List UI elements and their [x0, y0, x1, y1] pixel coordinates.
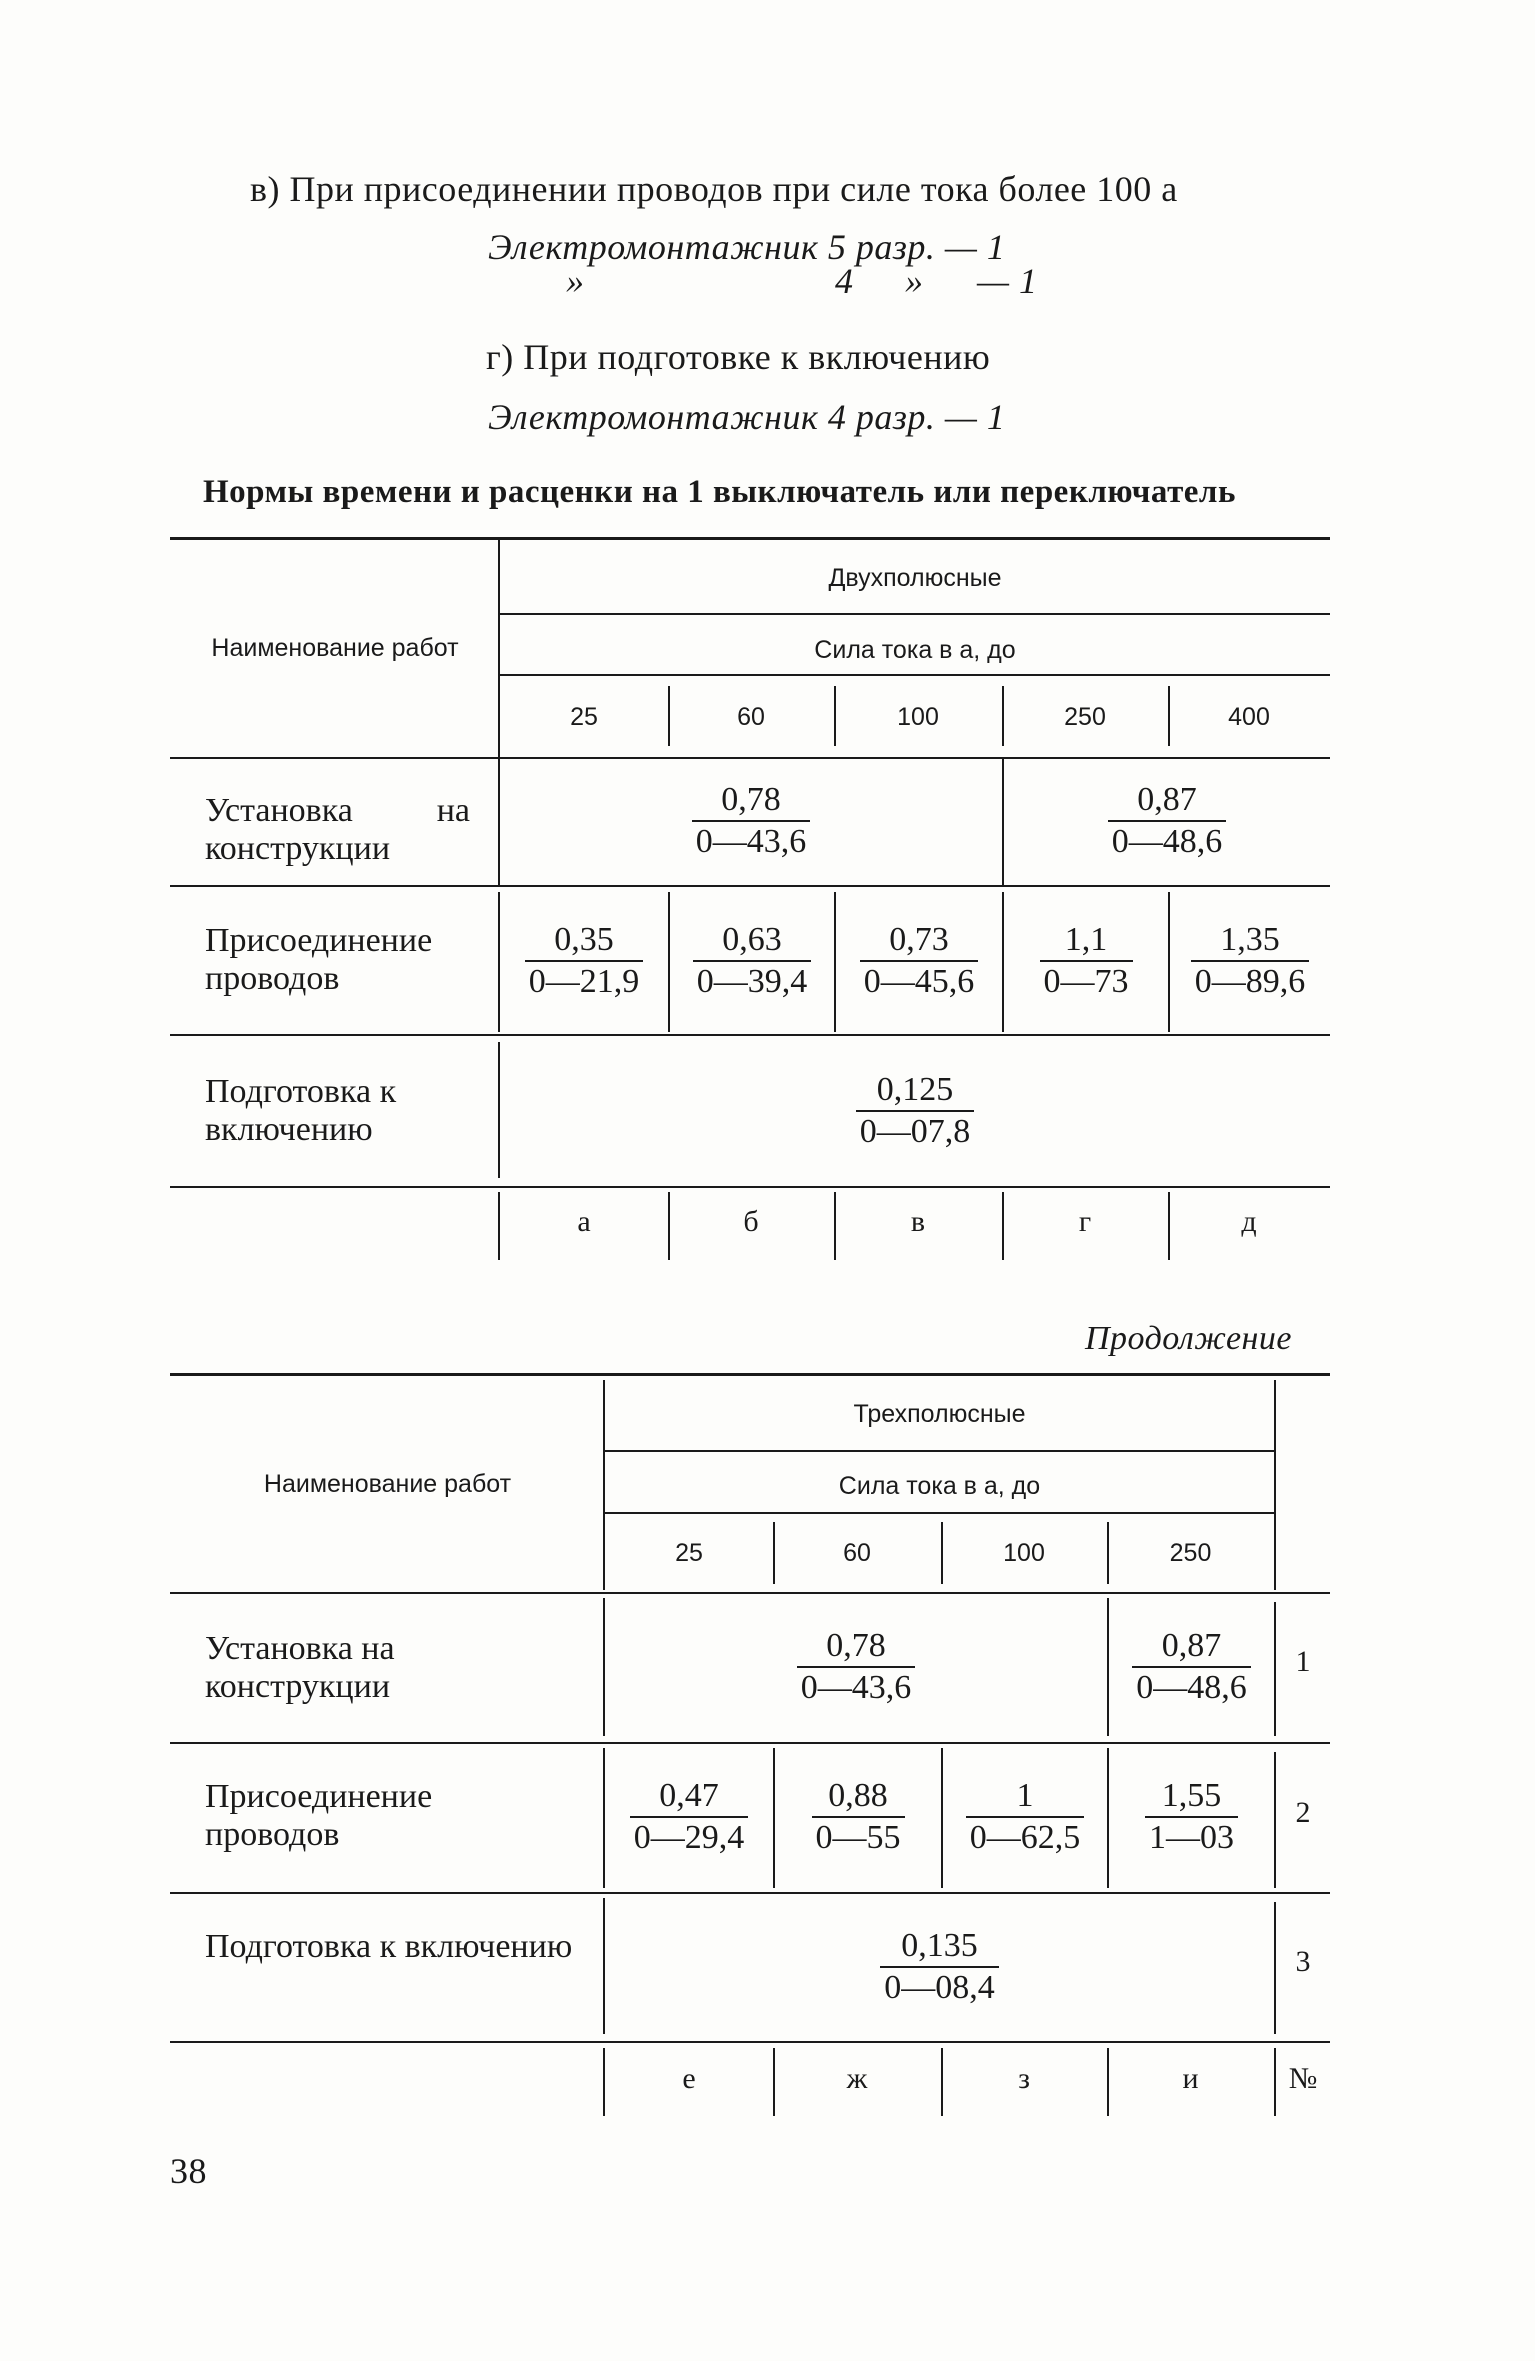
t2-row2-frac-1: $\frac{0,47}{0—29,4}$ [630, 1776, 749, 1858]
t1-row1-frac-2: $\frac{0,87}{0—48,6}$ [1108, 780, 1227, 862]
t2-no-label: № [1288, 2062, 1318, 2095]
t1-group-header: Двухполюсные [828, 564, 1002, 592]
page-number: 38 [170, 2151, 207, 2191]
t1-current-250: 250 [1064, 703, 1106, 731]
t1-current-100: 100 [897, 703, 939, 731]
t1-letter-d: д [1241, 1205, 1257, 1238]
t1-letter-g: г [1078, 1205, 1092, 1238]
t1-current-60: 60 [737, 703, 765, 731]
t1-row1-name: Установка на конструкции [205, 792, 470, 867]
t2-letter-zh: ж [846, 2062, 868, 2095]
crew-v-line-2-quote2: » [905, 261, 924, 301]
t2-row1-name: Установка на конструкции [205, 1630, 395, 1705]
t1-row2-frac-2: $\frac{0,63}{0—39,4}$ [693, 920, 812, 1002]
t2-row2-frac-4: $\frac{1,55}{1—03}$ [1145, 1776, 1238, 1858]
t1-subgroup-header: Сила тока в а, до [814, 636, 1016, 664]
t1-col-header: Наименование работ [211, 634, 459, 662]
t1-current-25: 25 [570, 703, 598, 731]
t2-letter-z: з [1018, 2062, 1030, 2095]
t1-row3-frac-1: $\frac{0,125}{0—07,8}$ [856, 1070, 975, 1152]
t2-row3-frac-1: $\frac{0,135}{0—08,4}$ [880, 1926, 999, 2008]
t2-letter-i: и [1182, 2062, 1199, 2095]
table-title: Нормы времени и расценки на 1 выключатель или переключатель [203, 474, 1236, 510]
t1-current-400: 400 [1228, 703, 1270, 731]
t2-current-60: 60 [843, 1539, 871, 1567]
t1-letter-a: а [577, 1205, 591, 1238]
crew-v-line-2-num: 4 [835, 261, 854, 301]
crew-v-line-2-count: — 1 [977, 261, 1038, 301]
t2-group-header: Трехполюсные [853, 1400, 1026, 1428]
t2-row3-name: Подготовка к включению [205, 1928, 573, 1965]
t1-row2-frac-4: $\frac{1,1}{0—73}$ [1040, 920, 1133, 1002]
t2-letter-e: е [682, 2062, 696, 2095]
t2-row2-frac-2: $\frac{0,88}{0—55}$ [812, 1776, 905, 1858]
t1-row1-frac-1: $\frac{0,78}{0—43,6}$ [692, 780, 811, 862]
crew-v-line-2-quote: » [566, 261, 585, 301]
continuation-label: Продолжение [1085, 1320, 1293, 1357]
t2-row1-no: 1 [1295, 1645, 1311, 1678]
t1-row2-frac-5: $\frac{1,35}{0—89,6}$ [1191, 920, 1310, 1002]
item-g-text: г) При подготовке к включению [486, 337, 991, 377]
t2-current-25: 25 [675, 1539, 703, 1567]
t2-col-header: Наименование работ [263, 1470, 512, 1498]
t2-row1-frac-1: $\frac{0,78}{0—43,6}$ [797, 1626, 916, 1708]
t1-row2-frac-3: $\frac{0,73}{0—45,6}$ [860, 920, 979, 1002]
t1-row3-name: Подготовка к включению [205, 1073, 397, 1148]
crew-v-line-1: Электромонтажник 5 разр. — 1 [488, 227, 1006, 267]
t2-row1-frac-2: $\frac{0,87}{0—48,6}$ [1132, 1626, 1251, 1708]
t2-row2-name: Присоединение проводов [205, 1778, 433, 1853]
item-v-text: в) При присоединении проводов при силе тока более 100 а [250, 169, 1178, 209]
t2-current-250: 250 [1169, 1539, 1212, 1567]
t2-row2-frac-3: $\frac{1}{0—62,5}$ [966, 1776, 1085, 1858]
t1-letter-v: в [910, 1205, 926, 1238]
t2-subgroup-header: Сила тока в а, до [838, 1472, 1041, 1500]
t1-letter-b: б [743, 1205, 759, 1238]
t2-row3-no: 3 [1295, 1945, 1311, 1978]
t2-row2-no: 2 [1295, 1796, 1311, 1829]
t2-current-100: 100 [1003, 1539, 1045, 1567]
crew-g-line: Электромонтажник 4 разр. — 1 [488, 397, 1006, 437]
t1-row2-name: Присоединение проводов [205, 922, 433, 997]
t1-row2-frac-1: $\frac{0,35}{0—21,9}$ [525, 920, 644, 1002]
